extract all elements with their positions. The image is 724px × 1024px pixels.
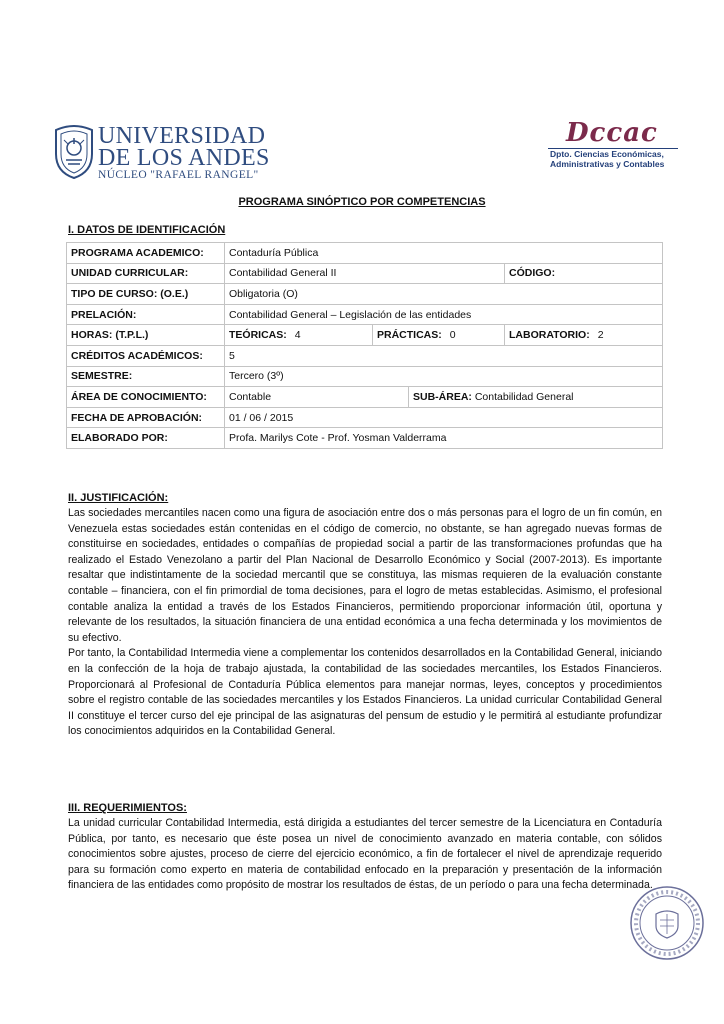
university-name-line2: DE LOS ANDES [98, 145, 270, 171]
section-heading-requerimientos: III. REQUERIMIENTOS: [68, 802, 187, 814]
area-label: ÁREA DE CONOCIMIENTO: [67, 387, 225, 408]
justificacion-body [68, 506, 662, 740]
requerimientos-paragraph-1: La unidad curricular Contabilidad Intermedia, está dirigida a estudiantes del tercer semestre de la Licenciatura en Contaduría Pública, por tanto, es necesario que éste posea un nivel de conocimiento avanzado en materia contable, con sólidos conocimientos sobre ajustes, proceso de cierre del ejercicio económico, a fin de fortalecer el nivel de aprendizaje requerido para su formación como experto en materia de contabilidad enfocado en la preparación y presentación de la información financiera de las entidades como propósito de mostrar los resultados de éstas, de un período o para una fecha determinada. [68, 817, 662, 892]
programa-label: PROGRAMA ACADEMICO: [67, 243, 225, 264]
prelacion-value: Contabilidad General – Legislación de las entidades [225, 304, 663, 325]
creditos-value: 5 [225, 345, 663, 366]
subarea-value: Contabilidad General [474, 390, 574, 403]
section-heading-justificacion: II. JUSTIFICACIÓN: [68, 492, 169, 504]
area-value: Contable [225, 387, 409, 408]
horas-label: HORAS: (T.P.L.) [67, 325, 225, 346]
teoricas-value: 4 [294, 329, 301, 342]
fecha-value: 01 / 06 / 2015 [225, 407, 663, 428]
creditos-label: CRÉDITOS ACADÉMICOS: [67, 345, 225, 366]
codigo-cell [505, 263, 663, 284]
table-row [67, 304, 663, 325]
table-row [67, 428, 663, 449]
identification-table [66, 242, 663, 449]
university-seal-icon [52, 124, 96, 180]
university-campus: NÚCLEO "RAFAEL RANGEL" [98, 169, 259, 181]
department-name-line1: Dpto. Ciencias Económicas, [550, 149, 664, 159]
semestre-label: SEMESTRE: [67, 366, 225, 387]
official-stamp-icon [628, 884, 706, 962]
practicas-cell [373, 325, 505, 346]
table-row [67, 284, 663, 305]
subarea-cell [409, 387, 663, 408]
table-row [67, 387, 663, 408]
practicas-label: PRÁCTICAS: [377, 329, 442, 342]
table-row [67, 407, 663, 428]
teoricas-label: TEÓRICAS: [229, 329, 287, 342]
unidad-label: UNIDAD CURRICULAR: [67, 263, 225, 284]
semestre-value: Tercero (3º) [225, 366, 663, 387]
justificacion-paragraph-2: Por tanto, la Contabilidad Intermedia viene a complementar los contenidos desarrollados en la Contabilidad General, iniciando en la confección de la hoja de trabajo ajustada, la contabilidad de las sociedades mercantiles, los Estados Financieros. Proporcionará al Profesional de Contaduría Pública elementos para manejar normas, leyes, conceptos y procedimientos sobre el registro contable de las sociedades mercantiles y los Estados Financieros. La unidad curricular Contabilidad General II constituye el tercer curso del eje principal de las asignaturas del pensum de estudio y le permitirá al estudiante profundizar los conocimientos adquiridos en la Contabilidad General. [68, 647, 662, 738]
laboratorio-cell [505, 325, 663, 346]
table-row [67, 243, 663, 264]
justificacion-paragraph-1: Las sociedades mercantiles nacen como una figura de asociación entre dos o más personas para el logro de un fin común, en Venezuela estas sociedades están contenidas en el código de comercio, no obstante, se han agregado nuevas formas de constituirse en sociedades, entidades o compañías de propiedad social a partir de las transformaciones profundas que ha realizado el Estado Venezolano a partir del Plan Nacional de Desarrollo Económico y Social (2007-2013). Es importante resaltar que indistintamente de la sociedad mercantil que se constituya, las mismas requieren de la evaluación constante contable – financiera, con el fin primordial de toma decisiones, para el logro de metas establecidas. Asimismo, el profesional contable analiza la entidad a través de los Estados Financieros, permitiendo proporcionar información útil, oportuna y relevante de los resultados, la situación financiera de una entidad económica a una fecha determinada y los movimientos de su efectivo. [68, 507, 662, 644]
department-logo [546, 118, 681, 174]
tipo-label: TIPO DE CURSO: (O.E.) [67, 284, 225, 305]
practicas-value: 0 [449, 329, 456, 342]
elaborado-label: ELABORADO POR: [67, 428, 225, 449]
table-row [67, 325, 663, 346]
prelacion-label: PRELACIÓN: [67, 304, 225, 325]
department-logo-word: Dccac [566, 118, 658, 148]
table-row [67, 345, 663, 366]
section-heading-identification: I. DATOS DE IDENTIFICACIÓN [68, 224, 226, 236]
teoricas-cell [225, 325, 373, 346]
codigo-label: CÓDIGO: [509, 267, 556, 280]
university-logo [52, 122, 270, 184]
laboratorio-label: LABORATORIO: [509, 329, 590, 342]
subarea-label: SUB-ÁREA: [413, 390, 472, 403]
requerimientos-body [68, 816, 662, 894]
table-row [67, 366, 663, 387]
programa-value: Contaduría Pública [225, 243, 663, 264]
fecha-label: FECHA DE APROBACIÓN: [67, 407, 225, 428]
unidad-value: Contabilidad General II [225, 263, 505, 284]
table-row [67, 263, 663, 284]
document-title: PROGRAMA SINÓPTICO POR COMPETENCIAS [238, 196, 486, 208]
elaborado-value: Profa. Marilys Cote - Prof. Yosman Valderrama [225, 428, 663, 449]
tipo-value: Obligatoria (O) [225, 284, 663, 305]
laboratorio-value: 2 [597, 329, 604, 342]
university-name-line1: UNIVERSIDAD [98, 123, 266, 149]
department-name-line2: Administrativas y Contables [550, 159, 665, 169]
